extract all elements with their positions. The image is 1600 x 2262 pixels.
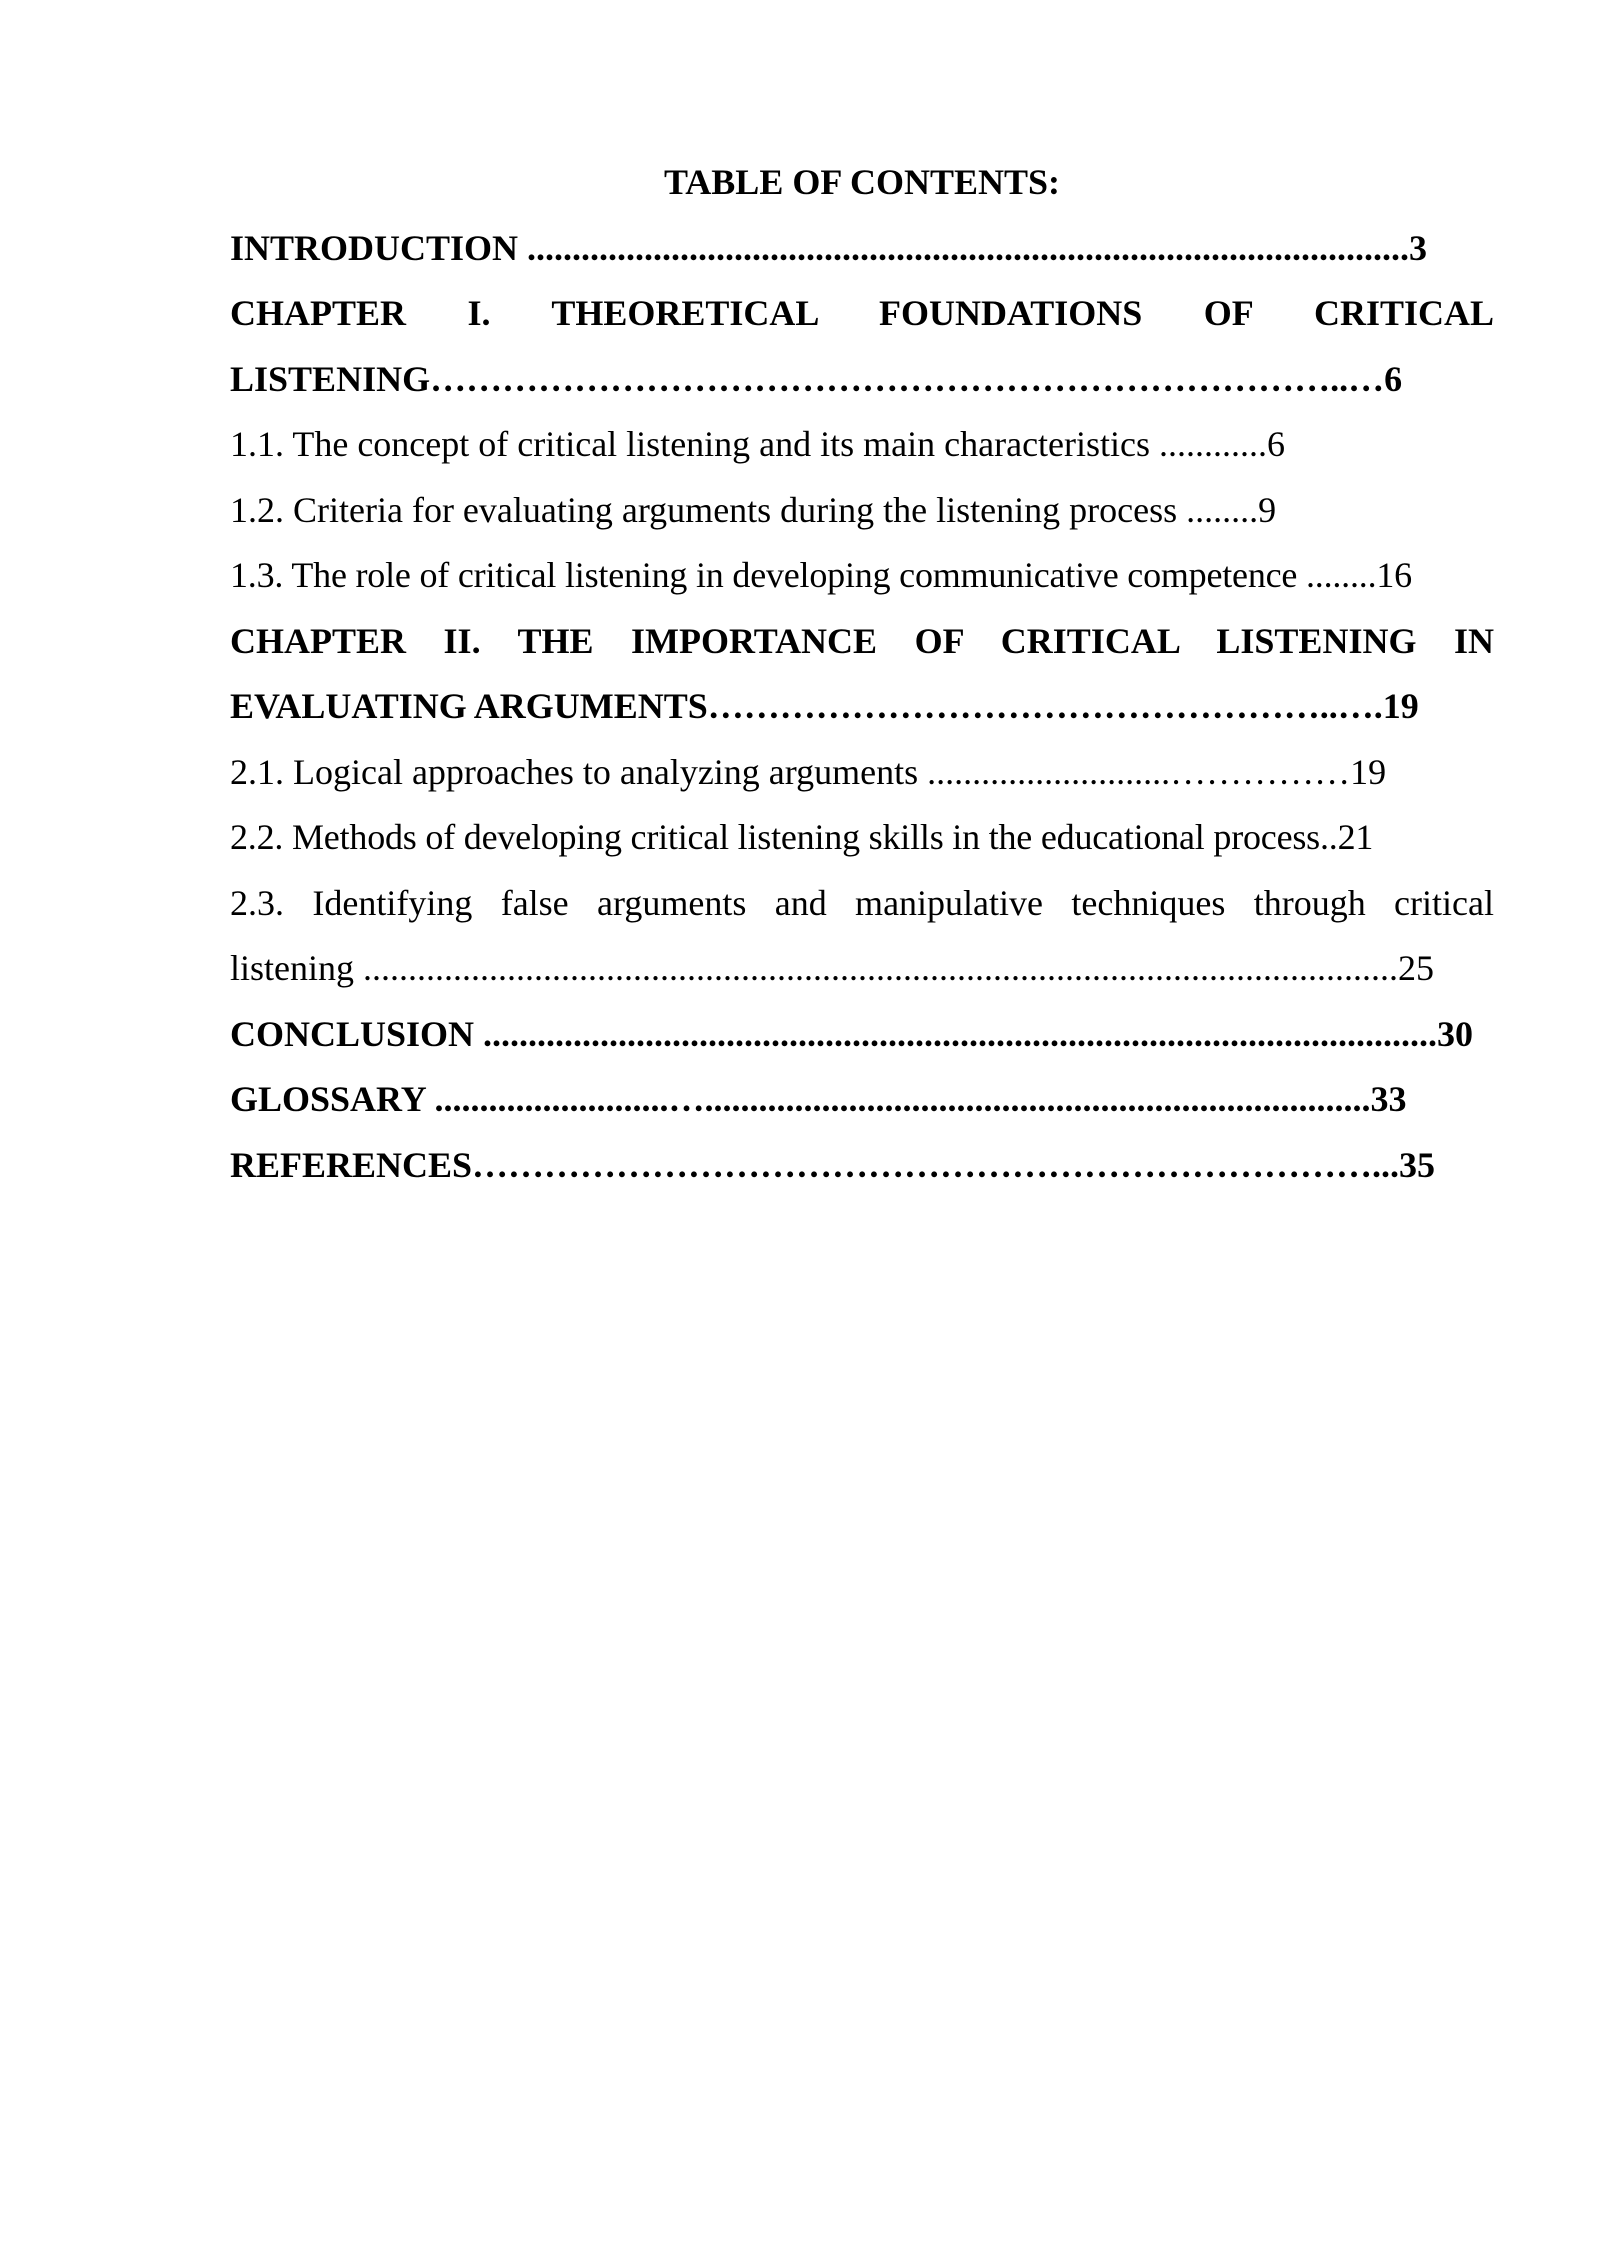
toc-entry-2-3: 2.3. Identifying false arguments and manipulative techniques through critical: [230, 882, 1494, 923]
table-of-contents: [230, 150, 1494, 1198]
toc-entry-conclusion: CONCLUSION ..........................................................................................................30: [230, 1013, 1474, 1054]
toc-title: TABLE OF CONTENTS:: [663, 162, 1061, 202]
toc-entry-2-1: 2.1. Logical approaches to analyzing arguments ...........................……………19: [230, 751, 1387, 792]
toc-entry-introduction: INTRODUCTION ..................................................................................................3: [230, 227, 1428, 268]
toc-entry-chapter-1-title: CHAPTER I. THEORETICAL FOUNDATIONS OF CRITICAL: [230, 293, 1494, 333]
toc-entry-1-1: 1.1. The concept of critical listening and its main characteristics ............6: [230, 424, 1286, 464]
toc-entry-chapter-2-title-cont: EVALUATING ARGUMENTS……………………………………………..….19: [230, 686, 1419, 726]
toc-entry-references: REFERENCES…………………………………………………………………...35: [230, 1144, 1436, 1185]
toc-entry-1-2: 1.2. Criteria for evaluating arguments during the listening process ........9: [230, 489, 1277, 530]
toc-entry-chapter-2-title: CHAPTER II. THE IMPORTANCE OF CRITICAL LISTENING IN: [230, 620, 1494, 661]
toc-entry-1-3: 1.3. The role of critical listening in developing communicative competence ........16: [230, 555, 1412, 595]
toc-entry-glossary: GLOSSARY ..........................…..........................................................................33: [230, 1079, 1407, 1119]
toc-entry-2-2: 2.2. Methods of developing critical listening skills in the educational process..21: [230, 817, 1374, 857]
toc-entry-2-3-cont: listening ...................................................................................................................25: [230, 948, 1434, 988]
toc-entry-chapter-1-title-cont: LISTENING…………………………………………………………………..…6: [230, 358, 1403, 399]
